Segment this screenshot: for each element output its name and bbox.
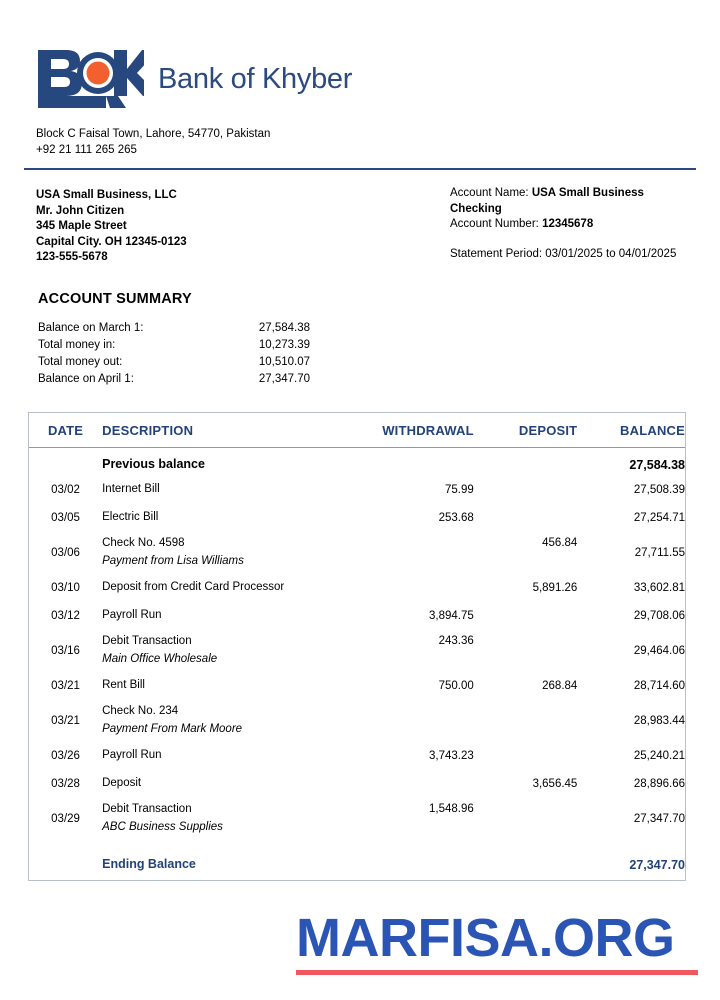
summary-row bbox=[38, 371, 328, 388]
description-sub: Main Office Wholesale bbox=[102, 653, 218, 665]
account-name-row bbox=[450, 186, 690, 217]
description-main: Deposit from Credit Card Processor bbox=[102, 581, 285, 593]
header-divider bbox=[24, 168, 696, 170]
description-main: Electric Bill bbox=[102, 511, 159, 523]
table-row bbox=[29, 602, 685, 630]
description-main: Debit Transaction bbox=[102, 803, 192, 815]
customer-line-3: 345 Maple Street bbox=[36, 220, 127, 232]
cell-date: 03/02 bbox=[51, 483, 80, 496]
table-row bbox=[29, 630, 685, 672]
cell-withdrawal: 253.68 bbox=[438, 511, 474, 524]
cell-date: 03/28 bbox=[51, 777, 80, 790]
cell-description bbox=[102, 476, 356, 504]
summary-value: 27,347.70 bbox=[258, 373, 310, 385]
cell-description bbox=[102, 630, 356, 672]
cell-balance: 28,983.44 bbox=[633, 714, 685, 727]
account-number-row bbox=[450, 217, 690, 233]
cell-description bbox=[102, 504, 356, 532]
cell-deposit bbox=[474, 602, 578, 630]
cell-balance: 33,602.81 bbox=[633, 581, 685, 594]
cell-date: 03/21 bbox=[51, 714, 80, 727]
cell-withdrawal bbox=[356, 448, 474, 476]
account-number-label: Account Number: bbox=[450, 218, 539, 230]
cell-withdrawal bbox=[356, 532, 474, 574]
account-info-block bbox=[450, 186, 690, 262]
cell-description bbox=[102, 672, 356, 700]
cell-balance: 29,708.06 bbox=[633, 609, 685, 622]
header-date: DATE bbox=[29, 413, 102, 448]
cell-date: 03/06 bbox=[51, 546, 80, 559]
customer-line-4: Capital City. OH 12345-0123 bbox=[36, 235, 187, 248]
table-row bbox=[29, 532, 685, 574]
cell-withdrawal: 1,548.96 bbox=[428, 802, 474, 815]
table-row-previous-balance bbox=[29, 448, 685, 476]
description-main: Payroll Run bbox=[102, 749, 162, 761]
description-main: Deposit bbox=[102, 777, 142, 789]
cell-balance: 25,240.21 bbox=[633, 749, 685, 762]
transactions-table-wrapper bbox=[28, 412, 686, 881]
bank-address-line1: Block C Faisal Town, Lahore, 54770, Pakistan bbox=[36, 128, 271, 140]
summary-label: Balance on April 1: bbox=[38, 373, 134, 385]
cell-withdrawal: 243.36 bbox=[438, 634, 474, 647]
description-main: Check No. 4598 bbox=[102, 537, 185, 549]
cell-description bbox=[102, 574, 356, 602]
cell-date: 03/29 bbox=[51, 812, 80, 825]
statement-period: Statement Period: 03/01/2025 to 04/01/2025 bbox=[450, 247, 677, 260]
table-row bbox=[29, 672, 685, 700]
cell-withdrawal bbox=[356, 574, 474, 602]
table-header-row bbox=[29, 413, 685, 448]
table-row bbox=[29, 700, 685, 742]
cell-balance: 27,584.38 bbox=[629, 457, 685, 472]
bank-name: Bank of Khyber bbox=[158, 62, 353, 95]
account-summary-title: ACCOUNT SUMMARY bbox=[38, 291, 192, 307]
table-row bbox=[29, 770, 685, 798]
header-description: DESCRIPTION bbox=[102, 413, 356, 448]
cell-withdrawal: 75.99 bbox=[444, 483, 474, 496]
cell-description bbox=[102, 770, 356, 798]
cell-balance: 28,714.60 bbox=[633, 679, 685, 692]
account-name-label: Account Name: bbox=[450, 187, 529, 199]
cell-description bbox=[102, 602, 356, 630]
cell-description: Previous balance bbox=[102, 457, 205, 472]
table-row bbox=[29, 476, 685, 504]
cell-balance: 28,896.66 bbox=[633, 777, 685, 790]
summary-row bbox=[38, 337, 328, 354]
cell-withdrawal bbox=[356, 700, 474, 742]
cell-deposit bbox=[474, 840, 578, 880]
description-sub: Payment From Mark Moore bbox=[102, 723, 243, 735]
summary-label: Total money out: bbox=[38, 356, 123, 368]
watermark bbox=[296, 908, 698, 975]
transactions-table bbox=[29, 413, 685, 880]
customer-address-block bbox=[36, 188, 187, 266]
bank-logo-icon bbox=[36, 48, 144, 110]
summary-value: 27,584.38 bbox=[258, 322, 310, 334]
summary-value: 10,510.07 bbox=[258, 356, 310, 368]
cell-balance: 27,347.70 bbox=[629, 857, 685, 872]
transactions-table-body bbox=[29, 448, 685, 880]
cell-deposit: 268.84 bbox=[542, 679, 578, 692]
cell-deposit bbox=[474, 700, 578, 742]
description-sub: Payment from Lisa Williams bbox=[102, 555, 244, 567]
header-deposit: DEPOSIT bbox=[474, 413, 578, 448]
table-row bbox=[29, 574, 685, 602]
description-main: Debit Transaction bbox=[102, 635, 192, 647]
cell-date bbox=[29, 840, 102, 880]
cell-date: 03/16 bbox=[51, 644, 80, 657]
summary-label: Total money in: bbox=[38, 339, 116, 351]
cell-withdrawal bbox=[356, 840, 474, 880]
cell-date: 03/21 bbox=[51, 679, 80, 692]
description-sub: ABC Business Supplies bbox=[102, 821, 223, 833]
cell-deposit bbox=[474, 448, 578, 476]
cell-deposit bbox=[474, 504, 578, 532]
bank-address bbox=[36, 126, 270, 158]
description-main: Rent Bill bbox=[102, 679, 145, 691]
cell-balance: 27,254.71 bbox=[633, 511, 685, 524]
cell-balance: 27,711.55 bbox=[634, 546, 685, 559]
customer-line-1: USA Small Business, LLC bbox=[36, 189, 177, 201]
cell-withdrawal bbox=[356, 770, 474, 798]
cell-deposit bbox=[474, 476, 578, 504]
watermark-underline bbox=[296, 970, 698, 975]
cell-balance: 29,464.06 bbox=[633, 644, 685, 657]
cell-deposit: 456.84 bbox=[542, 536, 578, 549]
cell-deposit: 3,656.45 bbox=[532, 777, 578, 790]
table-row-ending-balance bbox=[29, 840, 685, 880]
table-row bbox=[29, 798, 685, 840]
cell-deposit bbox=[474, 798, 578, 840]
cell-description bbox=[102, 532, 356, 574]
cell-deposit bbox=[474, 742, 578, 770]
summary-row bbox=[38, 320, 328, 337]
table-row bbox=[29, 742, 685, 770]
cell-description bbox=[102, 700, 356, 742]
account-summary-list bbox=[38, 320, 328, 388]
summary-label: Balance on March 1: bbox=[38, 322, 144, 334]
header-withdrawal: WITHDRAWAL bbox=[356, 413, 474, 448]
cell-deposit: 5,891.26 bbox=[532, 581, 578, 594]
transactions-table-head bbox=[29, 413, 685, 448]
description-main: Check No. 234 bbox=[102, 705, 179, 717]
cell-withdrawal: 3,743.23 bbox=[428, 749, 474, 762]
description-main: Payroll Run bbox=[102, 609, 162, 621]
cell-date: 03/26 bbox=[51, 749, 80, 762]
cell-date bbox=[29, 448, 102, 476]
cell-date: 03/05 bbox=[51, 511, 80, 524]
account-number-value: 12345678 bbox=[542, 218, 594, 230]
description-main: Internet Bill bbox=[102, 483, 160, 495]
cell-description bbox=[102, 798, 356, 840]
cell-deposit bbox=[474, 630, 578, 672]
cell-date: 03/10 bbox=[51, 581, 80, 594]
cell-withdrawal: 3,894.75 bbox=[428, 609, 474, 622]
cell-balance: 27,347.70 bbox=[633, 812, 685, 825]
summary-row bbox=[38, 354, 328, 371]
customer-line-5: 123-555-5678 bbox=[36, 251, 108, 263]
cell-description: Ending Balance bbox=[102, 856, 196, 871]
table-row bbox=[29, 504, 685, 532]
watermark-text: MARFISA.ORG bbox=[296, 908, 675, 968]
customer-line-2: Mr. John Citizen bbox=[36, 204, 125, 217]
summary-value: 10,273.39 bbox=[258, 339, 310, 351]
cell-withdrawal: 750.00 bbox=[438, 679, 474, 692]
bank-header bbox=[36, 48, 352, 110]
cell-description bbox=[102, 742, 356, 770]
cell-date: 03/12 bbox=[51, 609, 80, 622]
bank-address-line2: +92 21 111 265 265 bbox=[36, 144, 137, 156]
account-name-value: USA Small Business Checking bbox=[450, 187, 644, 215]
cell-balance: 27,508.39 bbox=[633, 483, 685, 496]
header-balance: BALANCE bbox=[577, 413, 685, 448]
